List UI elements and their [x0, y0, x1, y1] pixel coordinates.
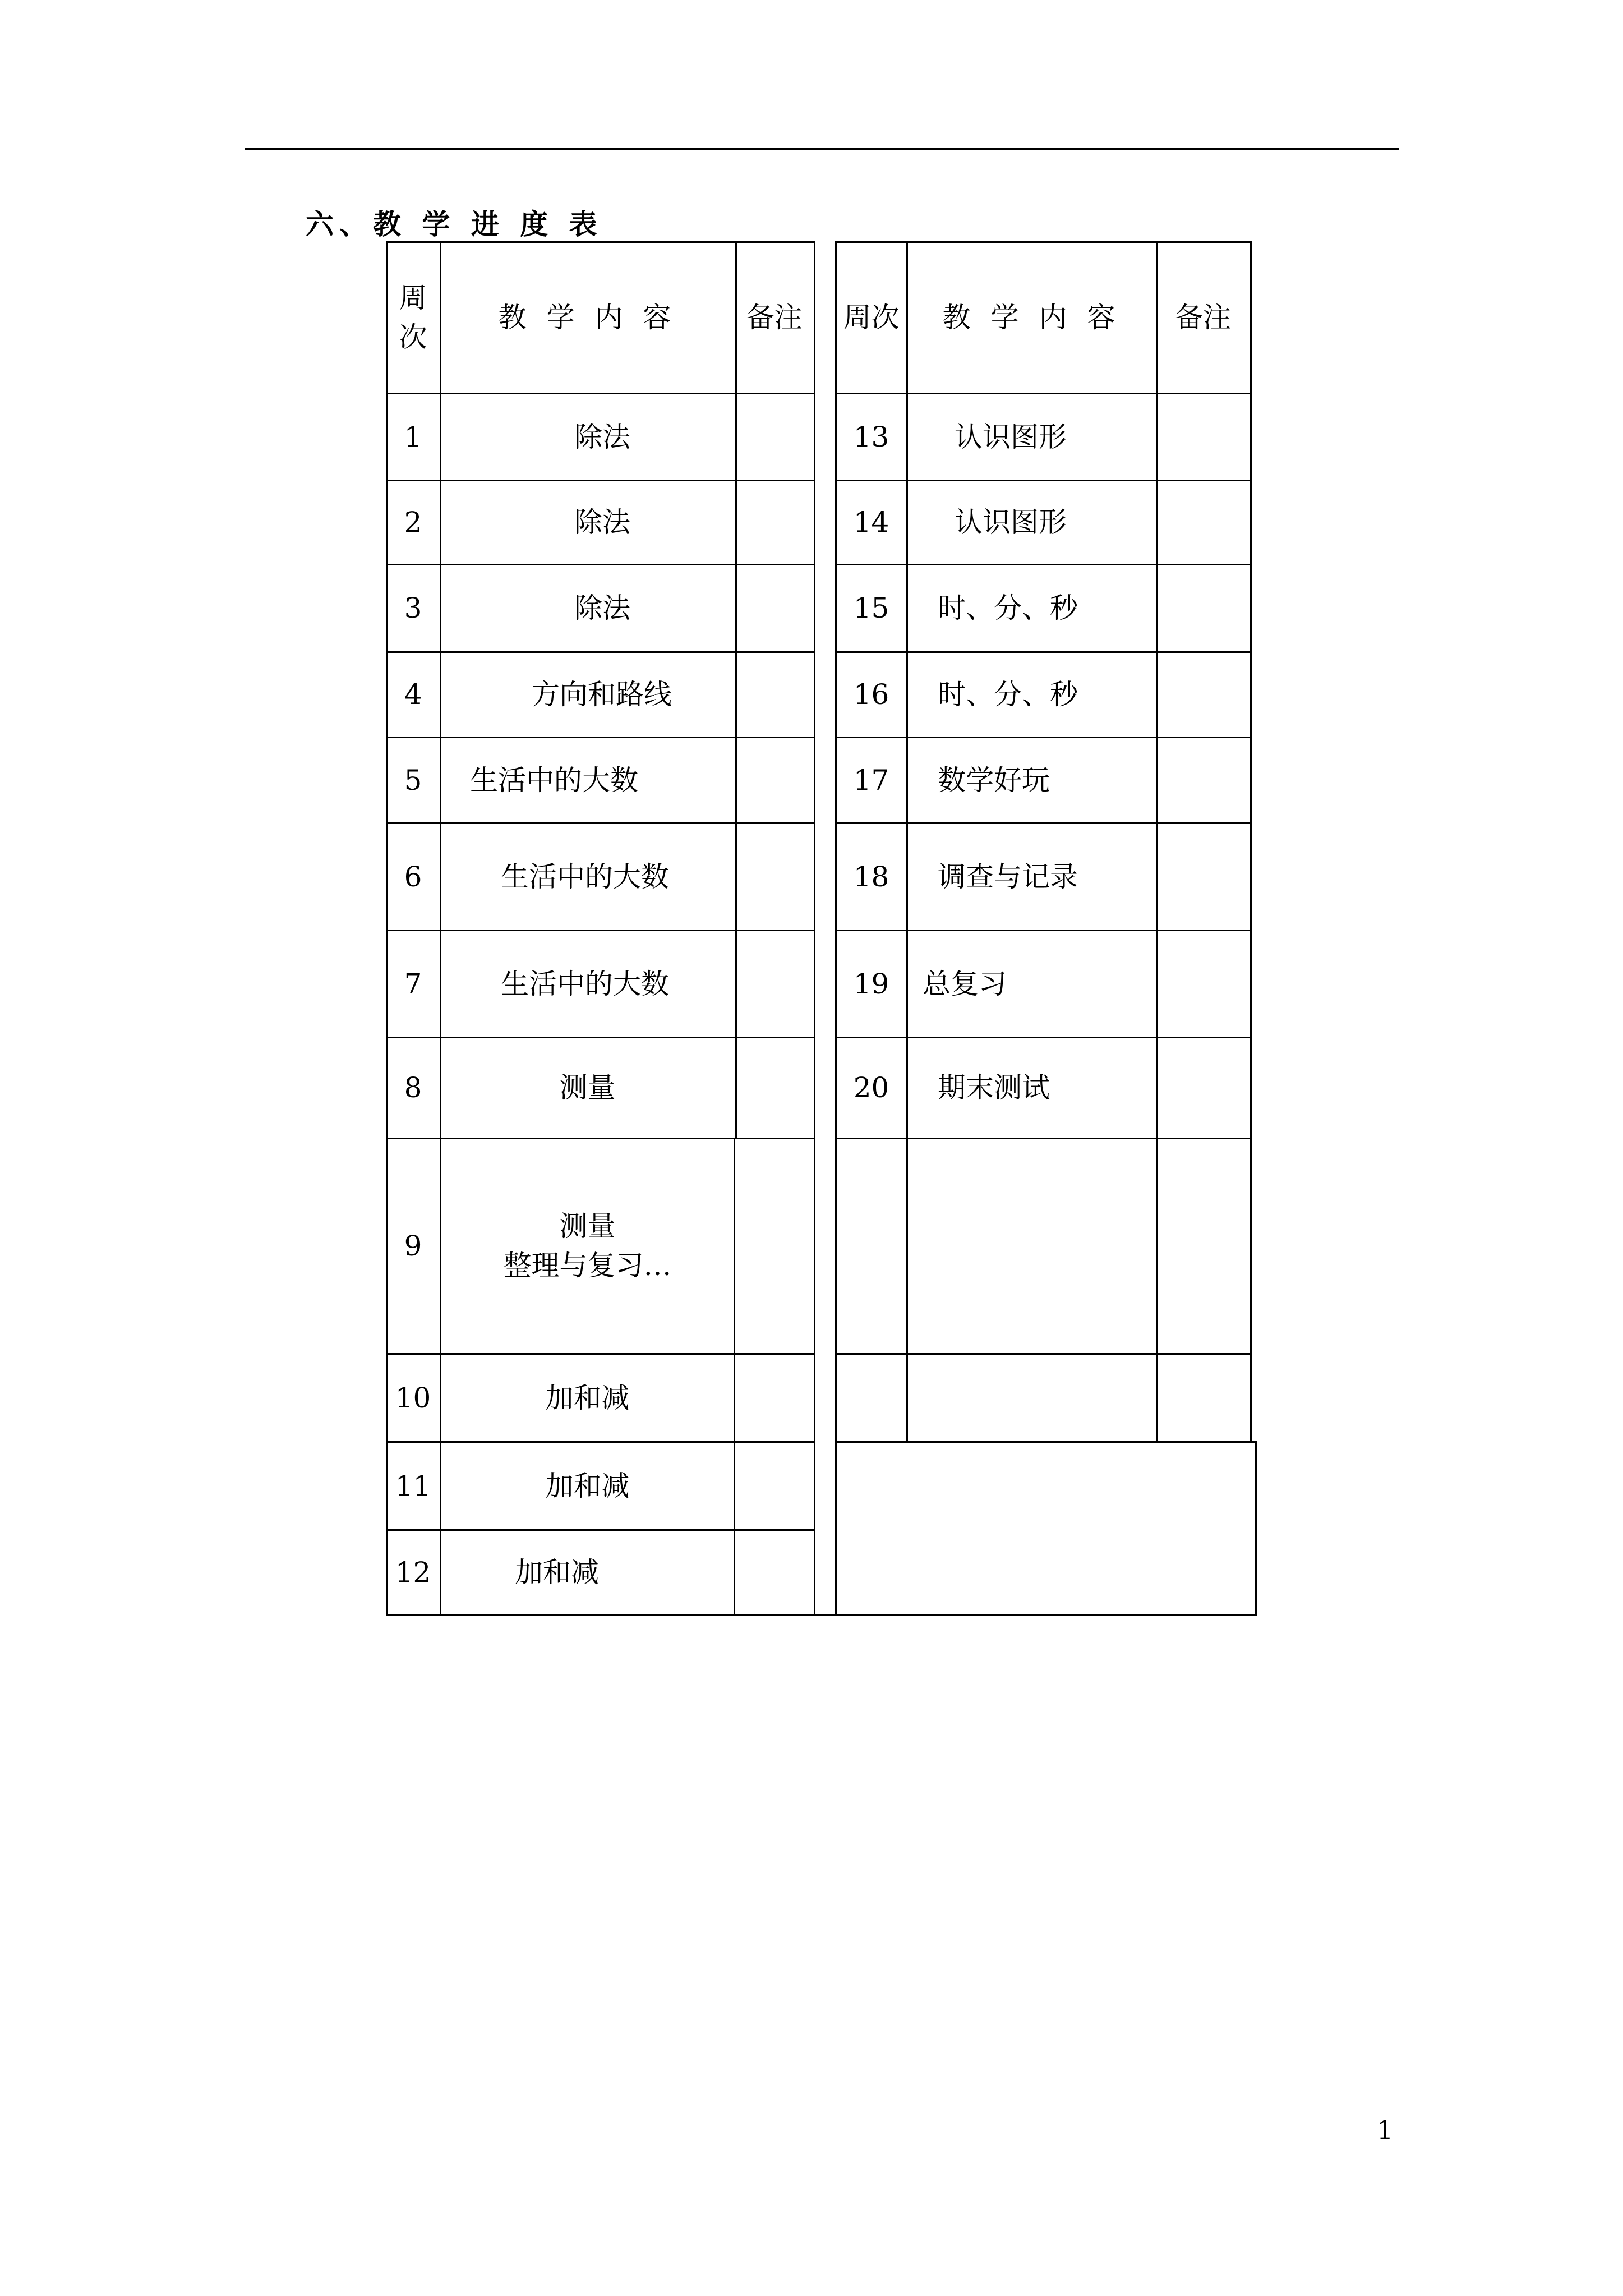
right-content-15: 时、分、秒	[938, 592, 1078, 624]
grid-line	[386, 737, 815, 738]
grid-line	[386, 930, 815, 931]
right-week-15: 15	[853, 592, 889, 624]
grid-line	[1255, 1441, 1257, 1616]
grid-line	[386, 393, 815, 394]
grid-line	[835, 480, 1252, 481]
grid-line	[835, 241, 1252, 243]
grid-line	[906, 241, 908, 1443]
left-week-7: 7	[404, 967, 422, 1000]
grid-line	[1250, 241, 1252, 1443]
right-content-19: 总复习	[923, 967, 1007, 1000]
right-week-14: 14	[853, 506, 889, 539]
grid-line	[386, 241, 388, 1616]
left-week-3: 3	[404, 592, 422, 624]
grid-line	[386, 1529, 815, 1531]
left-week-1: 1	[404, 420, 422, 453]
grid-line	[835, 651, 1252, 653]
grid-line	[835, 241, 837, 1616]
header-content-left: 教 学 内 容	[498, 301, 677, 334]
grid-line	[386, 651, 815, 653]
grid-line	[386, 241, 815, 243]
right-content-16: 时、分、秒	[938, 678, 1078, 711]
grid-line	[440, 241, 441, 1616]
left-content-9-line2: 整理与复习…	[503, 1249, 672, 1282]
grid-line	[735, 241, 737, 1139]
left-week-12: 12	[395, 1556, 431, 1589]
header-rule	[245, 148, 1399, 150]
grid-line	[386, 1353, 815, 1355]
left-content-8: 测量	[559, 1071, 616, 1104]
right-content-14: 认识图形	[955, 506, 1067, 539]
right-week-20: 20	[853, 1071, 889, 1104]
left-content-10: 加和减	[545, 1381, 630, 1414]
header-week-left-line2: 次	[399, 321, 427, 353]
right-content-17: 数学好玩	[938, 763, 1050, 797]
left-week-9: 9	[404, 1230, 422, 1262]
left-week-6: 6	[404, 860, 422, 893]
header-remark-right: 备注	[1175, 301, 1231, 334]
grid-line	[386, 564, 815, 565]
header-week-right: 周次	[843, 301, 900, 334]
right-content-20: 期末测试	[938, 1071, 1050, 1104]
grid-line	[835, 822, 1252, 824]
left-content-5: 生活中的大数	[470, 763, 638, 797]
left-week-11: 11	[395, 1469, 431, 1502]
right-content-18: 调查与记录	[938, 860, 1078, 893]
right-week-19: 19	[853, 967, 889, 1000]
left-week-8: 8	[404, 1071, 422, 1104]
left-content-2: 除法	[574, 506, 630, 539]
left-content-6: 生活中的大数	[501, 860, 669, 893]
grid-line	[835, 393, 1252, 394]
right-week-17: 17	[853, 763, 889, 797]
page-number: 1	[1377, 2115, 1394, 2145]
grid-line	[734, 1138, 735, 1616]
grid-line	[386, 1614, 1257, 1616]
left-content-9	[440, 1138, 735, 1354]
grid-line	[835, 564, 1252, 565]
header-week-left	[386, 242, 440, 393]
right-week-18: 18	[853, 860, 889, 893]
grid-line	[835, 1441, 1257, 1443]
right-week-16: 16	[853, 678, 889, 711]
left-week-5: 5	[404, 763, 422, 797]
grid-line	[386, 1138, 815, 1139]
right-content-13: 认识图形	[955, 420, 1067, 453]
left-content-1: 除法	[574, 420, 630, 453]
grid-line	[835, 1138, 1252, 1139]
left-content-3: 除法	[574, 592, 630, 624]
header-week-left-line1: 周	[399, 282, 427, 314]
grid-line	[386, 1037, 815, 1038]
grid-line	[386, 822, 815, 824]
right-week-13: 13	[853, 420, 889, 453]
left-content-12: 加和减	[515, 1556, 599, 1589]
grid-line	[386, 480, 815, 481]
grid-line	[835, 1037, 1252, 1038]
left-week-2: 2	[404, 506, 422, 539]
left-week-10: 10	[395, 1381, 431, 1414]
grid-line	[835, 737, 1252, 738]
grid-line	[814, 241, 815, 1616]
grid-line	[1156, 241, 1158, 1443]
left-content-7: 生活中的大数	[501, 967, 669, 1000]
left-content-9-line1: 测量	[559, 1210, 616, 1243]
section-title: 六、教 学 进 度 表	[306, 208, 603, 241]
left-content-4: 方向和路线	[532, 678, 672, 711]
grid-line	[835, 930, 1252, 931]
grid-line	[835, 1353, 1252, 1355]
left-content-11: 加和减	[545, 1469, 630, 1502]
grid-line	[386, 1441, 815, 1443]
header-content-right: 教 学 内 容	[942, 301, 1121, 334]
header-remark-left: 备注	[746, 301, 803, 334]
left-week-4: 4	[404, 678, 422, 711]
